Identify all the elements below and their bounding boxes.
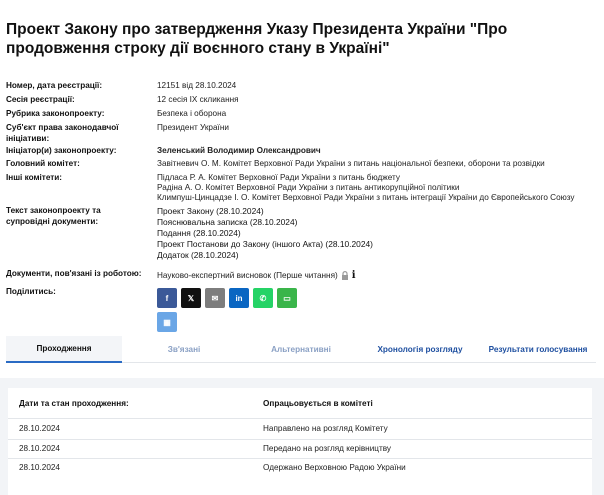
divider: [8, 458, 592, 459]
whatsapp-icon: ✆: [259, 293, 267, 303]
table-header-committee: Опрацьовується в комітеті: [263, 399, 373, 408]
field-value: Завітневич О. М. Комітет Верховної Ради України з питань національної безпеки, оборони та розвідки: [157, 159, 545, 168]
document-link[interactable]: Подання (28.10.2024): [157, 228, 241, 238]
tab-bar: [6, 336, 596, 363]
committee-item: Підласа Р. А. Комітет Верховної Ради України з питань бюджету: [157, 173, 400, 182]
field-label: Документи, пов'язані із роботою:: [6, 269, 142, 278]
x-share-button[interactable]: [181, 288, 201, 308]
field-label: Головний комітет:: [6, 159, 80, 168]
table-cell-status: Передано на розгляд керівництву: [263, 444, 391, 453]
table-cell-date: 28.10.2024: [19, 463, 60, 472]
document-link[interactable]: Пояснювальна записка (28.10.2024): [157, 217, 298, 227]
document-link[interactable]: Проект Постанови до Закону (іншого Акта) (28.10.2024): [157, 239, 373, 249]
facebook-share-button[interactable]: [157, 288, 177, 308]
email-icon: ✉: [211, 293, 219, 303]
tab-related[interactable]: Зв'язані: [167, 345, 201, 354]
page-title: Проект Закону про затвердження Указу Президента України "Про продовження строку дії воєнного стану в Україні": [6, 21, 508, 57]
tab-voting-results[interactable]: Результати голосування: [488, 345, 588, 354]
tab-alternative[interactable]: Альтернативні: [271, 345, 331, 354]
field-value: Зеленський Володимир Олександрович: [157, 146, 321, 155]
qr-code-icon: ▦: [163, 317, 171, 327]
field-label: Інші комітети:: [6, 173, 63, 182]
divider: [8, 418, 592, 419]
table-cell-status: Направлено на розгляд Комітету: [263, 424, 388, 433]
table-cell-status: Одержано Верховною Радою України: [263, 463, 406, 472]
lock-icon: [341, 271, 349, 280]
field-value: Президент України: [157, 123, 229, 132]
related-doc-link[interactable]: Науково-експертний висновок (Перше читання): [157, 271, 338, 280]
field-label: Сесія реєстрації:: [6, 95, 75, 104]
facebook-icon: f: [165, 293, 169, 303]
field-value: 12 сесія IX скликання: [157, 95, 239, 104]
document-link[interactable]: Проект Закону (28.10.2024): [157, 206, 264, 216]
linkedin-icon: in: [235, 293, 243, 303]
x-icon: 𝕏: [187, 293, 195, 303]
table-cell-date: 28.10.2024: [19, 444, 60, 453]
linkedin-share-button[interactable]: [229, 288, 249, 308]
related-doc: [157, 271, 602, 282]
field-value: 12151 від 28.10.2024: [157, 81, 237, 90]
field-label: Номер, дата реєстрації:: [6, 81, 103, 90]
committee-item: Климпуш-Цинцадзе І. О. Комітет Верховної Ради України з питань інтеграції України до Європейського Союзу: [157, 193, 575, 202]
field-label: Рубрика законопроекту:: [6, 109, 105, 118]
whatsapp-share-button[interactable]: [253, 288, 273, 308]
email-share-button[interactable]: [205, 288, 225, 308]
tab-passage[interactable]: Проходження: [6, 336, 122, 363]
sms-icon: ▭: [283, 293, 291, 303]
field-label: Поділитись:: [6, 287, 56, 296]
field-label: Суб'єкт права законодавчої ініціативи:: [6, 123, 119, 143]
field-value: Безпека і оборона: [157, 109, 227, 118]
field-label: Ініціатор(и) законопроекту:: [6, 146, 117, 155]
table-header-dates: Дати та стан проходження:: [19, 399, 129, 408]
divider: [8, 439, 592, 440]
field-label: Текст законопроекту та супровідні документи:: [6, 206, 101, 226]
committee-item: Радіна А. О. Комітет Верховної Ради України з питань антикорупційної політики: [157, 183, 460, 192]
tab-chronology[interactable]: Хронологія розгляду: [377, 345, 463, 354]
document-link[interactable]: Додаток (28.10.2024): [157, 250, 239, 260]
sms-share-button[interactable]: [277, 288, 297, 308]
table-cell-date: 28.10.2024: [19, 424, 60, 433]
info-icon[interactable]: i: [351, 270, 356, 281]
documents-list: [157, 206, 602, 261]
qr-code-button[interactable]: [157, 312, 177, 332]
